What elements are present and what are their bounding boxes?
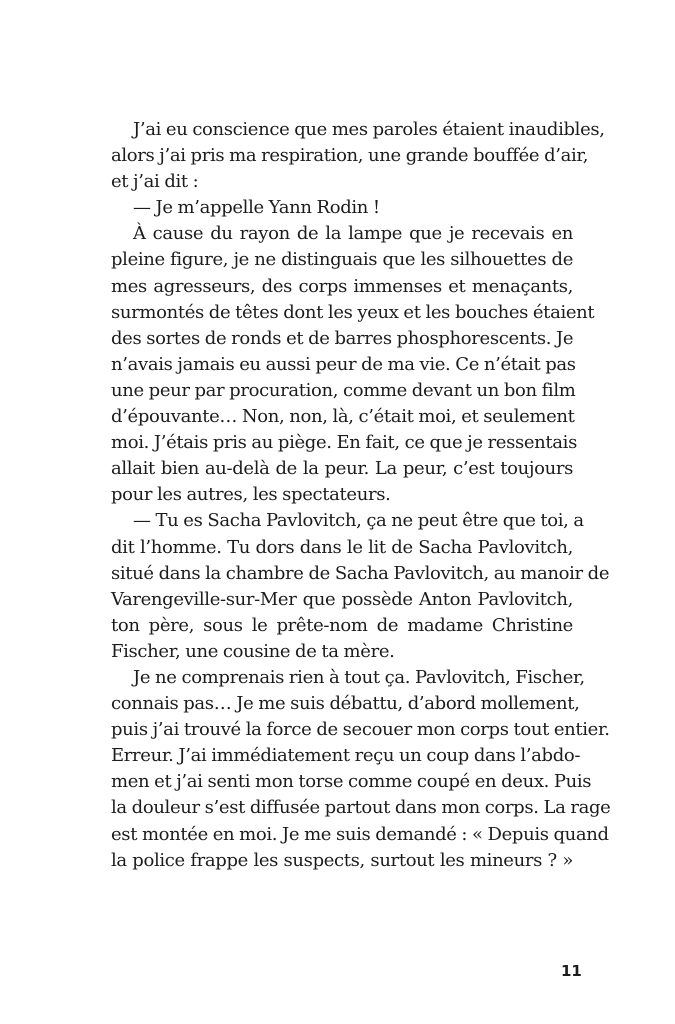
text-line: Varengeville-sur-Mer que possède Anton Pavlovitch, <box>111 588 573 610</box>
text-line: pleine figure, je ne distinguais que les silhouettes de <box>111 249 573 271</box>
text-line: surmontés de têtes dont les yeux et les bouches étaient <box>111 301 595 323</box>
text-line: est montée en moi. Je me suis demandé : « Depuis quand <box>111 823 609 845</box>
text-line: Fischer, une cousine de ta mère. <box>111 640 395 662</box>
text-line: À cause du rayon de la lampe que je recevais en <box>133 223 573 245</box>
text-line: J’ai eu conscience que mes paroles étaient inaudibles, <box>133 119 605 140</box>
text-line: n’avais jamais eu aussi peur de ma vie. Ce n’était pas <box>111 353 576 375</box>
text-line: moi. J’étais pris au piège. En fait, ce que je ressentais <box>111 432 577 454</box>
text-line: situé dans la chambre de Sacha Pavlovitch, au manoir de <box>111 562 610 584</box>
text-line: ton père, sous le prête-nom de madame Christine <box>111 614 573 636</box>
text-line: men et j’ai senti mon torse comme coupé en deux. Puis <box>111 771 592 793</box>
text-line: puis j’ai trouvé la force de secouer mon corps tout entier. <box>111 719 610 741</box>
text-line: d’épouvante… Non, non, là, c’était moi, et seulement <box>111 406 575 428</box>
text-line: et j’ai dit : <box>111 171 199 193</box>
text-line: Erreur. J’ai immédiatement reçu un coup dans l’abdo- <box>111 745 581 767</box>
text-line: allait bien au-delà de la peur. La peur, c’est toujours <box>111 458 573 480</box>
text-line: une peur par procuration, comme devant un bon film <box>111 379 576 401</box>
text-line: alors j’ai pris ma respiration, une grande bouffée d’air, <box>111 145 589 167</box>
text-line: la police frappe les suspects, surtout les mineurs ? » <box>111 849 573 871</box>
text-line: Je ne comprenais rien à tout ça. Pavlovitch, Fischer, <box>133 666 585 688</box>
text-line: mes agresseurs, des corps immenses et menaçants, <box>111 275 573 297</box>
text-line: dit l’homme. Tu dors dans le lit de Sacha Pavlovitch, <box>111 536 573 558</box>
dialogue-line: — Je m’appelle Yann Rodin ! <box>133 197 380 219</box>
page-number: 11 <box>561 962 582 980</box>
text-line: connais pas… Je me suis débattu, d’abord mollement, <box>111 693 580 715</box>
body-text <box>111 117 611 874</box>
dialogue-line: — Tu es Sacha Pavlovitch, ça ne peut être que toi, a <box>133 510 584 532</box>
text-line: pour les autres, les spectateurs. <box>111 484 391 506</box>
text-line: la douleur s’est diffusée partout dans mon corps. La rage <box>111 797 611 819</box>
text-line: des sortes de ronds et de barres phosphorescents. Je <box>111 327 574 349</box>
